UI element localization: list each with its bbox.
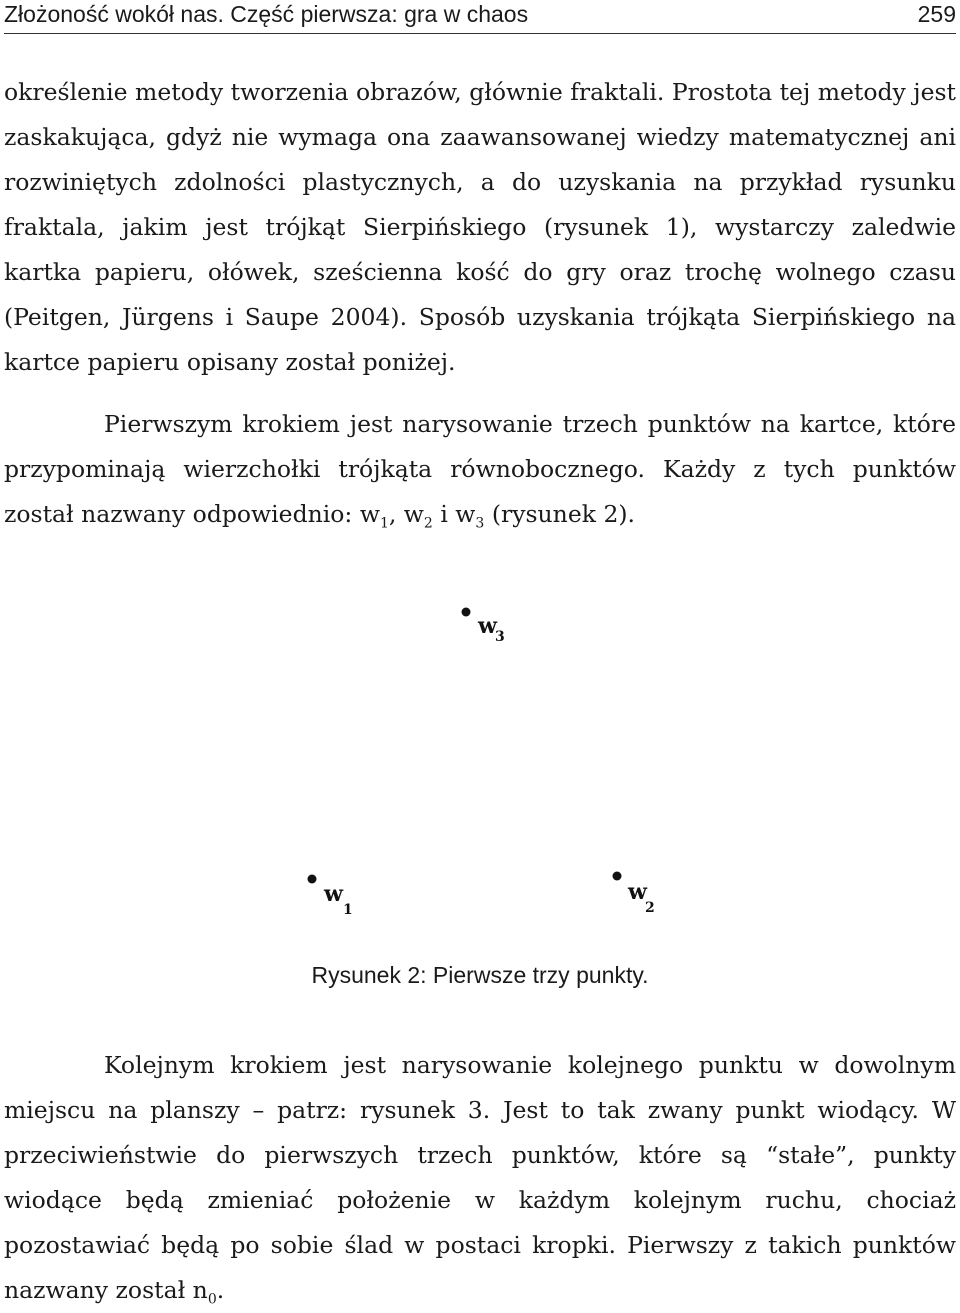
paragraph-first-step — [4, 402, 956, 537]
subscript: 3 — [475, 515, 485, 532]
point-label: w — [478, 613, 497, 639]
point-subscript: 1 — [343, 902, 353, 918]
running-title: Złożoność wokół nas. Część pierwsza: gra w chaos — [4, 1, 529, 27]
figure-three-points — [280, 595, 700, 935]
point-label: w — [628, 879, 647, 905]
subscript: 2 — [423, 515, 433, 532]
paragraph-intro: określenie metody tworzenia obrazów, głównie fraktali. Prostota tej metody jest zaskakująca, gdyż nie wymaga ona zaawansowanej wiedzy matematycznej ani rozwiniętych zdolności plastycznych, a do uzyskania na przykład rysunku fraktala, jakim jest trójkąt Sierpińskiego (rysunek 1), wystarczy zaledwie kartka papieru, ołówek, sześcienna kość do gry oraz trochę wolnego czasu (Peitgen, Jürgens i Saupe 2004). Sposób uzyskania trójkąta Sierpińskiego na kartce papieru opisany został poniżej. — [4, 78, 956, 376]
paragraph-text: Kolejnym krokiem jest narysowanie kolejnego punktu w dowolnym miejscu na planszy – patrz: rysunek 3. Jest to tak zwany punkt wiodący. W przeciwieństwie do pierwszych trzech punktów, które są “stałe”, punkty wiodące będą zmieniać położenie w każdym kolejnym ruchu, chociaż pozostawiać będą po sobie ślad w postaci kropki. Pierwszy z takich punktów nazwany został n — [4, 1051, 956, 1304]
figure-caption: Rysunek 2: Pierwsze trzy punkty. — [311, 962, 649, 988]
point-w2 — [613, 872, 655, 917]
point-w1 — [308, 875, 353, 919]
paragraph-second-step — [4, 1043, 956, 1313]
point-subscript: 3 — [495, 629, 505, 645]
page-number: 259 — [917, 1, 956, 27]
running-header — [4, 0, 956, 34]
subscript: 0 — [207, 1291, 217, 1308]
paragraph-text: i w — [432, 500, 476, 528]
point-w3 — [462, 608, 505, 646]
paragraph-text: Pierwszym krokiem jest narysowanie trzech punktów na kartce, które przypominają wierzchołki trójkąta równobocznego. Każdy z tych punktów został nazwany odpowiednio: w — [4, 410, 956, 528]
paragraph-text: (rysunek 2). — [484, 500, 636, 528]
point-subscript: 2 — [645, 900, 655, 916]
paragraph-text: , w — [388, 500, 424, 528]
point-label: w — [324, 881, 343, 907]
subscript: 1 — [379, 515, 389, 532]
paragraph-text: . — [216, 1276, 225, 1304]
